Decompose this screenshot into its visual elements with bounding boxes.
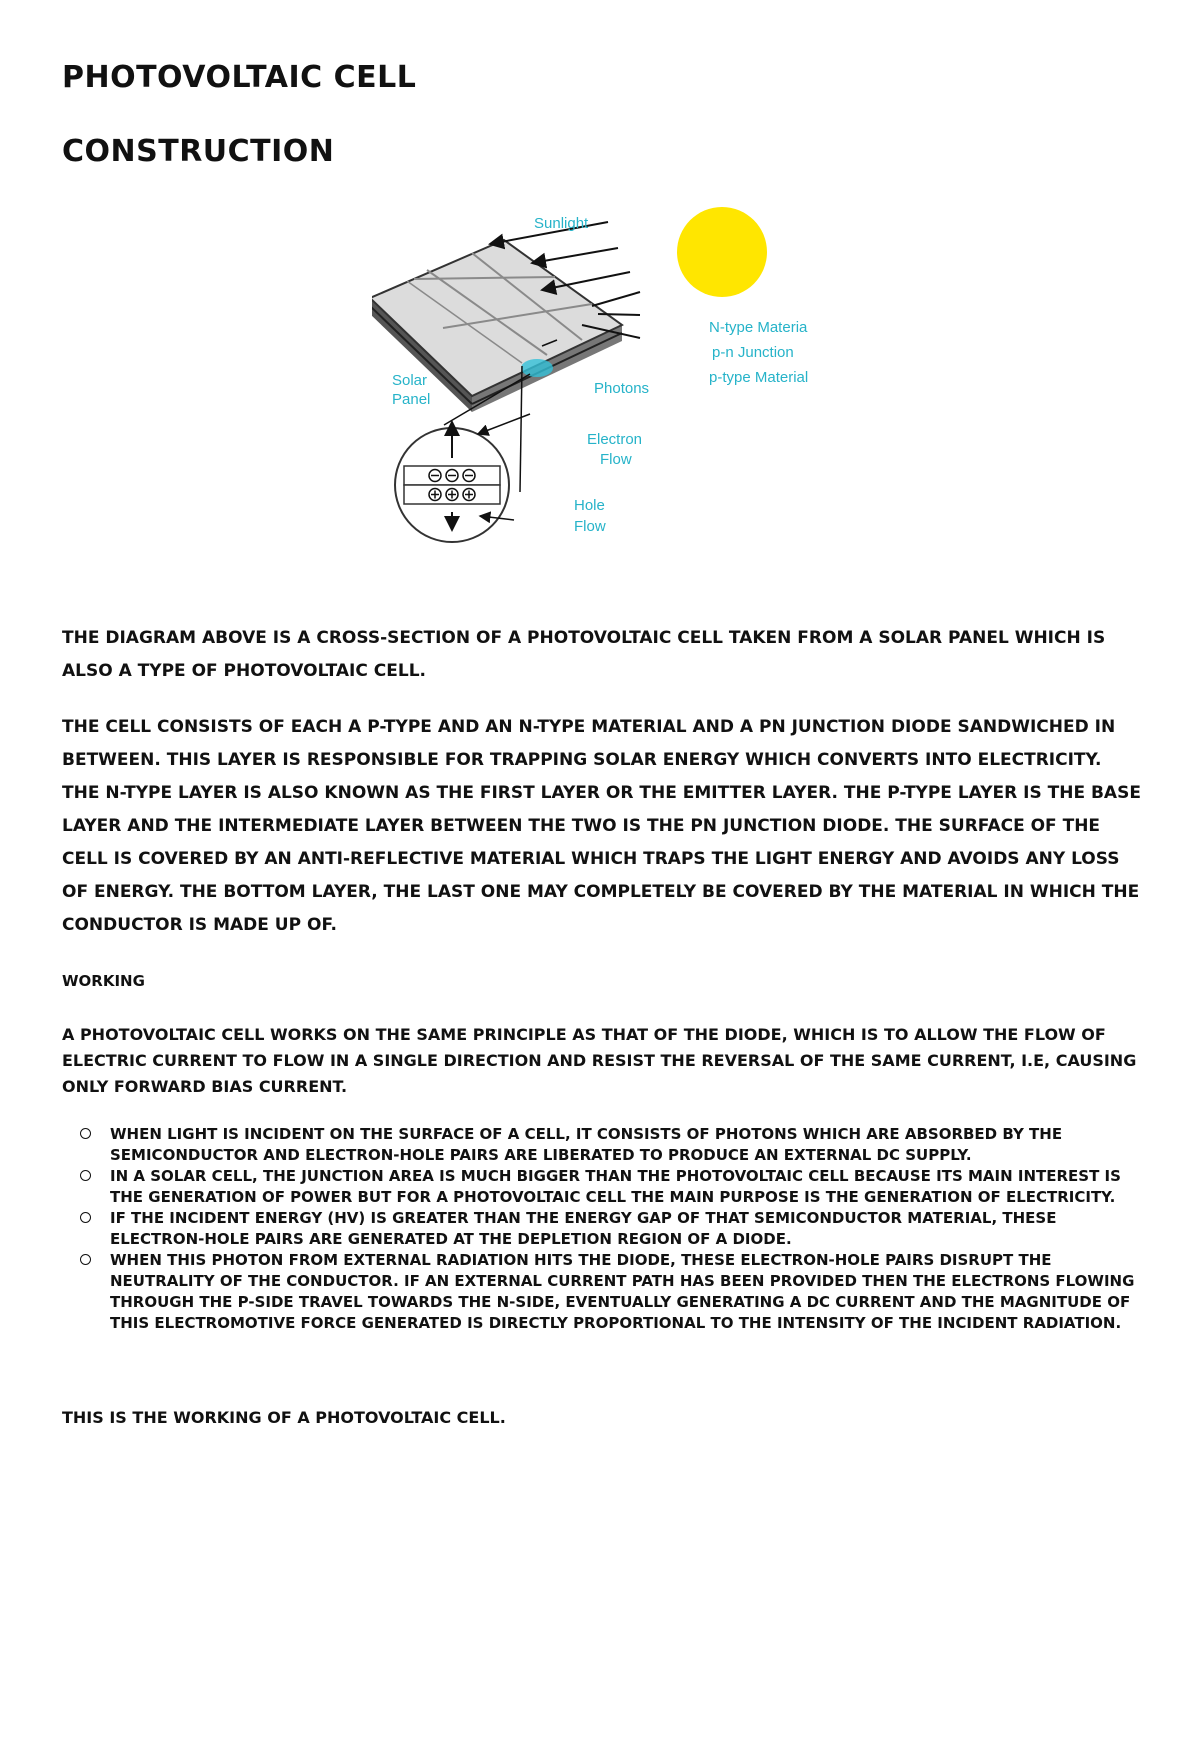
construction-paragraph: THE CELL CONSISTS OF EACH A P-TYPE AND AN N-TYPE MATERIAL AND A PN JUNCTION DIODE SANDWICHED IN BETWEEN. THIS LAYER IS RESPONSIBLE FOR TRAPPING SOLAR ENERGY WHICH CONVERTS INTO ELECTRICITY. THE N-TYPE LAYER IS ALSO KNOWN AS THE FIRST LAYER OR THE EMITTER LAYER. THE P-TYPE LAYER IS THE BASE LAYER AND THE INTERMEDIATE LAYER BETWEEN THE TWO IS THE PN JUNCTION DIODE. THE SURFACE OF THE CELL IS COVERED BY AN ANTI-REFLECTIVE MATERIAL WHICH TRAPS THE LIGHT ENERGY AND AVOIDS ANY LOSS OF ENERGY. THE BOTTOM LAYER, THE LAST ONE MAY COMPLETELY BE COVERED BY THE MATERIAL IN WHICH THE CONDUCTOR IS MADE UP OF. [62,717,1141,935]
section-title-working: WORKING [62,972,145,990]
list-item: IN A SOLAR CELL, THE JUNCTION AREA IS MUCH BIGGER THAN THE PHOTOVOLTAIC CELL BECAUSE ITS MAIN INTEREST IS THE GENERATION OF POWER BUT FOR A PHOTOVOLTAIC CELL THE MAIN PURPOSE IS THE GENERATION OF ELECTRICITY. [62,1166,1142,1208]
list-item: WHEN THIS PHOTON FROM EXTERNAL RADIATION HITS THE DIODE, THESE ELECTRON-HOLE PAIRS DISRUPT THE NEUTRALITY OF THE CONDUCTOR. IF AN EXTERNAL CURRENT PATH HAS BEEN PROVIDED THEN THE ELECTRONS FLOWING THROUGH THE P-SIDE TRAVEL TOWARDS THE N-SIDE, EVENTUALLY GENERATING A DC CURRENT AND THE MAGNITUDE OF THIS ELECTROMOTIVE FORCE GENERATED IS DIRECTLY PROPORTIONAL TO THE INTENSITY OF THE INCIDENT RADIATION. [62,1250,1142,1334]
label-n-type: N-type Materia [709,319,808,336]
circle-bullet-icon [80,1170,91,1181]
list-item: IF THE INCIDENT ENERGY (HV) IS GREATER THAN THE ENERGY GAP OF THAT SEMICONDUCTOR MATERIAL, THESE ELECTRON-HOLE PAIRS ARE GENERATED AT THE DEPLETION REGION OF A DIODE. [62,1208,1142,1250]
intro-paragraph: THE DIAGRAM ABOVE IS A CROSS-SECTION OF A PHOTOVOLTAIC CELL TAKEN FROM A SOLAR PANEL WHICH IS ALSO A TYPE OF PHOTOVOLTAIC CELL. [62,628,1106,681]
label-hole: Hole [574,497,605,514]
working-paragraph: A PHOTOVOLTAIC CELL WORKS ON THE SAME PRINCIPLE AS THAT OF THE DIODE, WHICH IS TO ALLOW THE FLOW OF ELECTRIC CURRENT TO FLOW IN A SINGLE DIRECTION AND RESIST THE REVERSAL OF THE SAME CURRENT, I.E, CAUSING ONLY FORWARD BIAS CURRENT. [62,1025,1137,1096]
circle-bullet-icon [80,1212,91,1223]
label-photons: Photons [594,380,650,397]
label-hole-flow: Flow [574,518,606,535]
label-pn-junction: p-n Junction [712,344,794,361]
circle-bullet-icon [80,1254,91,1265]
label-panel: Panel [392,391,431,408]
list-item: WHEN LIGHT IS INCIDENT ON THE SURFACE OF A CELL, IT CONSISTS OF PHOTONS WHICH ARE ABSORBED BY THE SEMICONDUCTOR AND ELECTRON-HOLE PAIRS ARE LIBERATED TO PRODUCE AN EXTERNAL DC SUPPLY. [62,1124,1142,1166]
label-sunlight: Sunlight [534,215,589,232]
page-title: PHOTOVOLTAIC CELL [62,60,417,95]
photons-highlight [521,359,553,377]
sun-icon [677,207,767,297]
section-title-construction: CONSTRUCTION [62,134,335,169]
label-p-type: p-type Material [709,369,809,386]
photovoltaic-cell-diagram [372,200,832,550]
conclusion-paragraph: THIS IS THE WORKING OF A PHOTOVOLTAIC CELL. [62,1408,506,1427]
diagram-svg [372,200,832,550]
label-electron: Electron [587,431,643,448]
label-electron-flow: Flow [600,451,632,468]
circle-bullet-icon [80,1128,91,1139]
label-solar: Solar [392,372,428,389]
working-bullet-list [62,1124,1142,1334]
